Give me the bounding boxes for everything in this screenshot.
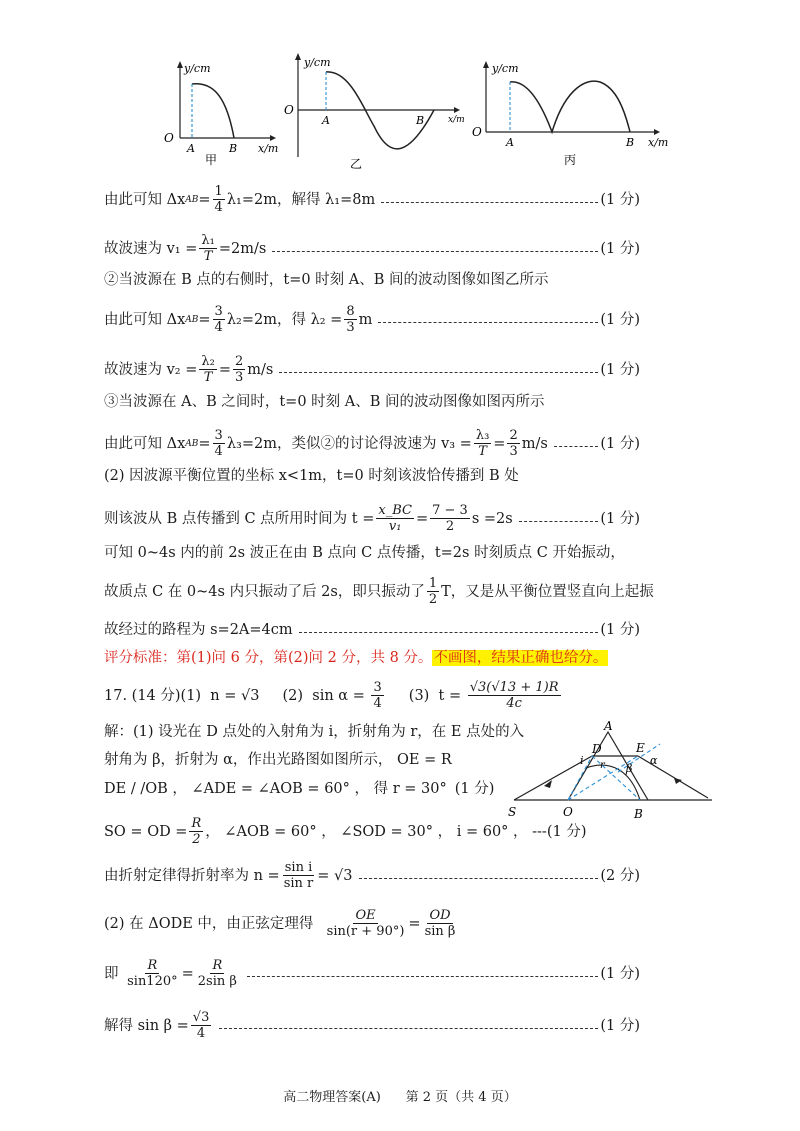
label-alpha: α [650, 754, 658, 767]
label-beta: β [626, 762, 633, 775]
line-4 [104, 304, 640, 335]
l9-fraction: $\frac{x\_BC}{\text{v₁}}$ [378, 503, 412, 534]
l21-fraction: $\frac{R}{\sin 120^\circ}$ [127, 958, 178, 989]
score-label: (1 分) [600, 311, 640, 328]
graph-bing [470, 58, 670, 170]
bing-x-label: x/m [648, 136, 669, 149]
line-7 [104, 428, 640, 459]
l18-text: SO = OD = [104, 823, 188, 840]
l21-text: 即 [104, 965, 124, 982]
score-label: (1 分) [600, 191, 640, 208]
l5-fraction-2: $\frac{2}{3}$ [234, 354, 244, 385]
l21-mid: = [181, 965, 194, 982]
line-6: ③当波源在 A、B 之间时，t=0 时刻 A、B 间的波动图像如图丙所示 [104, 394, 545, 410]
l9-mid: = [415, 510, 429, 527]
l20-fraction: $\frac{OE}{\sin(r + 90^\circ)}$ [326, 908, 405, 939]
l1-eq: = [198, 191, 211, 208]
line-2 [104, 233, 640, 264]
l22-fraction: $\frac{√3}{4}$ [192, 1010, 210, 1041]
line-20 [104, 908, 459, 939]
jia-y-label: y/cm [184, 62, 211, 75]
yi-y-label: y/cm [304, 56, 331, 69]
yi-caption: 乙 [350, 157, 363, 171]
l2-tail: =2m/s [218, 240, 267, 257]
label-b: B [634, 807, 643, 821]
l7-sub: AB [185, 438, 199, 449]
criteria-highlight: 不画图，结果正确也给分。 [433, 650, 608, 666]
l21-fraction-2: $\frac{R}{\text{2sin β}}$ [197, 958, 237, 989]
yi-point-a: A [322, 114, 330, 127]
jia-point-b: B [229, 142, 238, 155]
l17-text: DE / /OB ， ∠ADE = ∠AOB = 60° ， 得 r = 30° [104, 781, 447, 797]
l11-text: 故质点 C 在 0~4s 内只振动了后 2s，即只振动了 [104, 583, 425, 600]
leader-dots [299, 631, 599, 633]
l4-tail: m [358, 311, 373, 328]
l4-mid: λ₂=2m，得 λ₂ = [226, 311, 343, 328]
l18-fraction: $\frac{R}{2}$ [191, 816, 202, 847]
line-19 [104, 860, 640, 891]
optics-diagram [500, 720, 720, 825]
l7-mid: λ₃=2m，类似②的讨论得波速为 v₃ = [226, 435, 472, 452]
l19-tail: = √3 [317, 867, 353, 884]
leader-dots [554, 445, 599, 447]
leader-dots [519, 520, 599, 522]
leader-dots [272, 250, 598, 252]
leader-dots [381, 201, 598, 203]
l22-text: 解得 sin β = [104, 1017, 189, 1034]
l1-text: 由此可知 Δx [104, 191, 186, 208]
l1-fraction: $\frac{1}{4}$ [214, 184, 223, 215]
l14-fraction: $\frac{3}{4}$ [373, 680, 382, 711]
yi-origin: O [284, 103, 294, 117]
l2-fraction: $\frac{\text{λ₁}}{T}$ [201, 233, 215, 264]
bing-caption: 丙 [564, 153, 577, 167]
l9-tail: s =2s [471, 510, 513, 527]
bing-y-label: y/cm [492, 62, 519, 75]
l1-sub: AB [185, 194, 199, 205]
l7-text: 由此可知 Δx [104, 435, 186, 452]
label-a: A [604, 720, 613, 733]
score-label: (1 分) [600, 510, 640, 527]
leader-dots [378, 321, 598, 323]
jia-caption: 甲 [205, 153, 218, 167]
score-label: (1 分) [600, 240, 640, 257]
line-5 [104, 354, 640, 385]
l4-sub: AB [185, 314, 199, 325]
leader-dots [247, 975, 598, 977]
l7-tail: m/s [521, 435, 548, 452]
l7-fraction: $\frac{3}{4}$ [214, 428, 223, 459]
label-s: S [508, 805, 517, 819]
l4-eq: = [198, 311, 211, 328]
l20-text: (2) 在 ΔODE 中，由正弦定理得 [104, 915, 323, 932]
l9-fraction-2: $\frac{7 - 3}{2}$ [432, 503, 468, 534]
l4-fraction: $\frac{3}{4}$ [214, 304, 223, 335]
bing-origin: O [472, 125, 482, 139]
l5-tail: m/s [247, 361, 274, 378]
l2-text: 故波速为 v₁ = [104, 240, 198, 257]
line-8: (2) 因波源平衡位置的坐标 x<1m，t=0 时刻该波恰传播到 B 处 [104, 468, 519, 484]
l7-fraction-2: $\frac{\text{λ₃}}{T}$ [475, 428, 490, 459]
score-label: (1 分) [600, 622, 640, 638]
line-11 [104, 576, 654, 607]
score-label: (1 分) [600, 361, 640, 378]
l20-fraction-2: $\frac{OD}{\text{sin β}}$ [424, 908, 456, 939]
line-14 [104, 680, 563, 711]
scoring-criteria [104, 648, 608, 668]
jia-origin: O [164, 131, 174, 145]
label-d: D [592, 742, 602, 756]
line-1 [104, 184, 640, 215]
bing-point-b: B [626, 136, 635, 149]
bing-point-a: A [506, 136, 514, 149]
score-label: (1 分) [600, 435, 640, 452]
l1-tail: λ₁=2m，解得 λ₁=8m [226, 191, 376, 208]
line-15: 解：(1) 设光在 D 点处的入射角为 i，折射角为 r，在 E 点处的入 [104, 724, 525, 740]
l5-fraction: $\frac{\text{λ₂}}{T}$ [201, 354, 215, 385]
score-label: (1 分) [600, 1017, 640, 1034]
label-o: O [563, 805, 573, 819]
l7-eq: = [198, 435, 211, 452]
line-12 [104, 620, 640, 640]
jia-x-label: x/m [258, 142, 279, 155]
leader-dots [219, 1027, 598, 1029]
l11-tail: T，又是从平衡位置竖直向上起振 [441, 583, 654, 600]
l19-text: 由折射定律得折射率为 n = [104, 867, 280, 884]
l9-text: 则该波从 B 点传播到 C 点所用时间为 t = [104, 510, 375, 527]
l11-fraction: $\frac{1}{2}$ [428, 576, 438, 607]
graph-jia [160, 58, 280, 168]
criteria-text: 评分标准：第(1)问 6 分，第(2)问 2 分，共 8 分。 [104, 650, 433, 666]
line-16: 射角为 β，折射为 α，作出光路图如图所示， OE = R [104, 752, 452, 768]
yi-point-b: B [416, 114, 425, 127]
leader-dots [359, 877, 599, 879]
yi-x-label: x/m [448, 115, 465, 125]
l14-mid: (3) t = [385, 687, 466, 704]
label-r: r [600, 760, 605, 771]
l14-text: 17. (14 分)(1) n = √3 (2) sin α = [104, 687, 370, 704]
l7-mid2: = [493, 435, 506, 452]
page-footer: 高二物理答案(A) 第 2 页（共 4 页） [283, 1090, 517, 1105]
line-22 [104, 1010, 640, 1041]
l14-fraction-2: $\frac{√3(√13 + 1)R}{4c}$ [469, 680, 559, 711]
l12-text: 故经过的路程为 s=2A=4cm [104, 622, 293, 638]
line-21 [104, 958, 640, 989]
l5-mid: = [218, 361, 231, 378]
label-e: E [636, 741, 645, 755]
line-10: 可知 0~4s 内的前 2s 波正在由 B 点向 C 点传播，t=2s 时刻质点 C 开始振动， [104, 545, 625, 561]
l20-mid: = [408, 915, 421, 932]
score-label: (1 分) [600, 965, 640, 982]
jia-point-a: A [187, 142, 195, 155]
l4-text: 由此可知 Δx [104, 311, 186, 328]
line-9 [104, 503, 640, 534]
l4-fraction-2: $\frac{8}{3}$ [346, 304, 355, 335]
score-label: (1 分) [454, 781, 495, 797]
graph-yi [282, 52, 472, 172]
label-i: i [580, 754, 584, 767]
leader-dots [279, 371, 598, 373]
l5-text: 故波速为 v₂ = [104, 361, 198, 378]
l18-tail: ， ∠AOB = 60° ， ∠SOD = 30° ， i = 60° ， ---(1 分) [205, 823, 587, 840]
l7-fraction-3: $\frac{2}{3}$ [509, 428, 518, 459]
line-3: ②当波源在 B 点的右侧时，t=0 时刻 A、B 间的波动图像如图乙所示 [104, 272, 549, 288]
l19-fraction: $\frac{\text{sin i}}{\text{sin r}}$ [283, 860, 314, 891]
score-label: (2 分) [600, 867, 640, 884]
line-17 [104, 779, 495, 799]
